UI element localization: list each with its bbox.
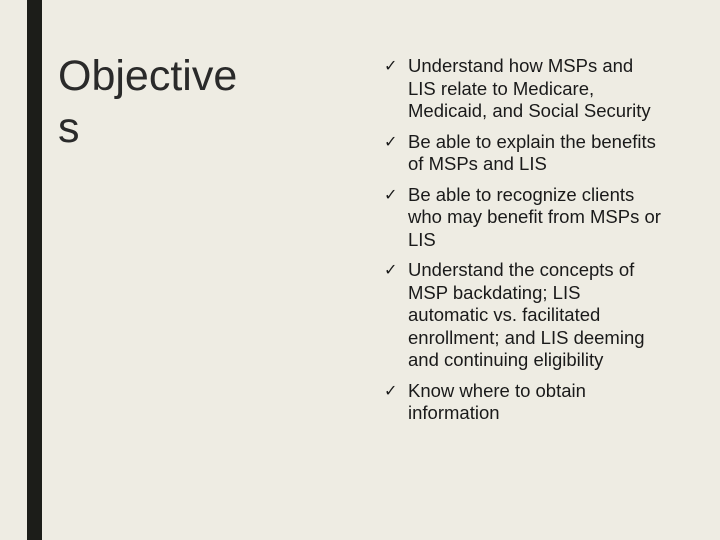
check-icon: ✓ <box>384 260 398 279</box>
bullet-text: Understand the concepts of MSP backdating; LIS automatic vs. facilitated enrollment; and LIS deeming and continuing eligibility <box>408 259 645 370</box>
list-item <box>384 184 664 252</box>
objectives-list <box>384 55 664 433</box>
bullet-text: Be able to recognize clients who may benefit from MSPs or LIS <box>408 183 661 250</box>
check-icon: ✓ <box>384 56 398 75</box>
left-accent-bar <box>27 0 42 540</box>
check-icon: ✓ <box>384 380 398 400</box>
bullet-text: Be able to explain the benefits of MSPs and LIS <box>408 130 656 174</box>
slide-title: Objectives <box>58 52 238 152</box>
check-icon: ✓ <box>384 184 398 204</box>
list-item <box>384 55 664 123</box>
check-icon: ✓ <box>384 131 398 151</box>
list-item <box>384 259 664 372</box>
list-item <box>384 131 664 176</box>
list-item <box>384 380 664 425</box>
bullet-text: Know where to obtain information <box>408 379 586 423</box>
bullet-text: Understand how MSPs and LIS relate to Medicare, Medicaid, and Social Security <box>408 55 651 121</box>
